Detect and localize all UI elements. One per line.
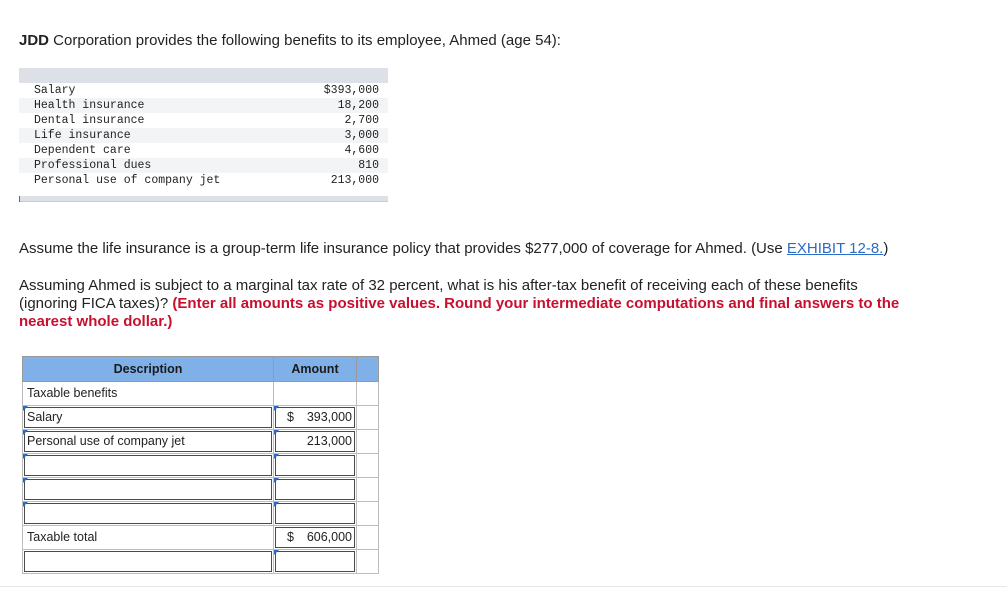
assumption-text <box>19 240 888 258</box>
benefit-label: Salary <box>34 84 76 97</box>
input-box[interactable] <box>275 479 355 500</box>
answer-header-row <box>23 357 379 382</box>
benefit-row <box>19 98 388 113</box>
input-box[interactable] <box>24 551 272 572</box>
benefits-header-band <box>19 68 388 83</box>
benefit-label: Professional dues <box>34 159 152 172</box>
extra-cell <box>357 454 379 478</box>
dollar-sign: $ <box>287 410 294 424</box>
dropdown-flag-icon <box>274 478 279 483</box>
input-box[interactable] <box>24 503 272 524</box>
amount-value: 393,000 <box>306 410 352 424</box>
intro-sentence: Corporation provides the following benefits to its employee, Ahmed (age 54): <box>49 32 561 49</box>
benefits-edge <box>19 196 20 202</box>
question-line-2: (ignoring FICA taxes)? <box>19 295 173 312</box>
total-label-cell <box>23 526 274 550</box>
extra-header <box>357 357 379 382</box>
question-instructions: (Enter all amounts as positive values. Round your intermediate computations and final answers to the <box>172 295 900 312</box>
amount-header: Amount <box>274 357 357 382</box>
description-header: Description <box>23 357 274 382</box>
benefit-label: Life insurance <box>34 129 131 142</box>
amount-input[interactable] <box>274 406 357 430</box>
table-row <box>23 454 379 478</box>
intro-text <box>19 32 561 49</box>
amount-input[interactable] <box>274 430 357 454</box>
benefit-amount: 4,600 <box>344 144 379 157</box>
dropdown-flag-icon <box>23 478 28 483</box>
assumption-close: ) <box>883 240 889 257</box>
input-box[interactable] <box>24 455 272 476</box>
table-row <box>23 478 379 502</box>
benefit-amount: $393,000 <box>323 84 379 97</box>
benefit-amount: 3,000 <box>344 129 379 142</box>
section-amount-cell <box>274 382 357 406</box>
extra-cell <box>357 526 379 550</box>
section-row <box>23 382 379 406</box>
input-box[interactable] <box>275 551 355 572</box>
amount-input[interactable] <box>274 454 357 478</box>
benefit-row <box>19 113 388 128</box>
question-instructions-end: nearest whole dollar.) <box>19 313 173 330</box>
answer-table <box>22 356 379 574</box>
description-input[interactable] <box>23 502 274 526</box>
benefits-table <box>19 68 388 202</box>
table-row <box>23 550 379 574</box>
benefit-amount: 213,000 <box>330 174 379 187</box>
amount-input[interactable] <box>274 478 357 502</box>
description-input[interactable] <box>23 454 274 478</box>
description-input[interactable] <box>23 406 274 430</box>
extra-cell <box>357 406 379 430</box>
amount-input[interactable] <box>274 502 357 526</box>
extra-cell <box>357 382 379 406</box>
table-row <box>23 502 379 526</box>
extra-cell <box>357 502 379 526</box>
dropdown-flag-icon <box>274 454 279 459</box>
benefit-label: Dental insurance <box>34 114 145 127</box>
extra-cell <box>357 478 379 502</box>
dropdown-flag-icon <box>23 502 28 507</box>
extra-cell <box>357 550 379 574</box>
description-input[interactable] <box>23 550 274 574</box>
benefit-amount: 810 <box>358 159 379 172</box>
benefit-row <box>19 173 388 188</box>
total-label: Taxable total <box>27 530 98 544</box>
extra-cell <box>357 430 379 454</box>
description-value: Personal use of company jet <box>27 434 185 448</box>
input-box[interactable] <box>275 503 355 524</box>
input-box[interactable] <box>275 455 355 476</box>
dropdown-flag-icon <box>274 430 279 435</box>
amount-input[interactable] <box>274 550 357 574</box>
viewport-edge <box>0 586 1007 587</box>
table-row <box>23 430 379 454</box>
benefits-divider <box>19 201 388 202</box>
question-line-1: Assuming Ahmed is subject to a marginal tax rate of 32 percent, what is his after-tax benefit of receiving each of these benefits <box>19 277 858 294</box>
question-text <box>19 277 899 331</box>
assumption-sentence: Assume the life insurance is a group-term life insurance policy that provides $277,000 of coverage for Ahmed. (Use <box>19 240 787 257</box>
table-row <box>23 406 379 430</box>
exhibit-link[interactable]: EXHIBIT 12-8. <box>786 240 884 257</box>
benefit-amount: 2,700 <box>344 114 379 127</box>
section-label: Taxable benefits <box>27 386 118 400</box>
description-input[interactable] <box>23 430 274 454</box>
benefit-label: Personal use of company jet <box>34 174 221 187</box>
company-name: JDD <box>19 32 50 49</box>
benefit-amount: 18,200 <box>337 99 379 112</box>
description-value: Salary <box>27 410 63 424</box>
dropdown-flag-icon <box>274 406 279 411</box>
benefit-row <box>19 83 388 98</box>
dropdown-flag-icon <box>274 550 279 555</box>
benefit-row <box>19 128 388 143</box>
amount-value: 213,000 <box>306 434 352 448</box>
section-cell <box>23 382 274 406</box>
description-input[interactable] <box>23 478 274 502</box>
benefit-label: Dependent care <box>34 144 131 157</box>
total-amount-cell <box>274 526 357 550</box>
input-box[interactable] <box>24 479 272 500</box>
dropdown-flag-icon <box>274 502 279 507</box>
benefit-row <box>19 143 388 158</box>
benefit-label: Health insurance <box>34 99 145 112</box>
benefit-row <box>19 158 388 173</box>
total-amount: 606,000 <box>306 530 352 544</box>
dollar-sign: $ <box>287 530 294 544</box>
dropdown-flag-icon <box>23 454 28 459</box>
total-row <box>23 526 379 550</box>
